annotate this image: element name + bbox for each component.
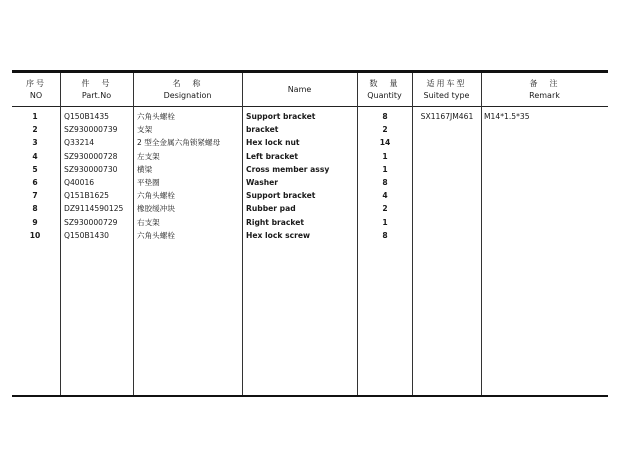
cell-designation: 左支架 (137, 151, 160, 161)
header-no-en: NO (29, 91, 43, 100)
table-row (12, 163, 608, 176)
header-remark (481, 76, 608, 104)
cell-no: 7 (32, 191, 38, 201)
cell-quantity: 1 (382, 151, 388, 161)
cell-part-no: Q150B1435 (64, 112, 110, 121)
table-row (12, 150, 608, 163)
cell-quantity: 8 (382, 112, 388, 121)
header-designation-zh: 名 称 (172, 79, 203, 88)
header-quantity-en: Quantity (367, 91, 402, 100)
header-rule (12, 106, 608, 107)
cell-designation: 六角头螺栓 (137, 230, 175, 240)
header-name (242, 76, 357, 104)
cell-name: bracket (246, 125, 279, 135)
cell-no: 5 (32, 164, 38, 174)
cell-quantity: 1 (382, 217, 388, 227)
cell-designation: 橡胶缓冲块 (137, 204, 175, 214)
header-remark-zh: 备 注 (529, 79, 560, 88)
cell-part-no: SZ930000739 (64, 125, 118, 135)
cell-designation: 六角头螺栓 (137, 191, 175, 201)
table-row (12, 176, 608, 189)
cell-designation: 支架 (137, 125, 153, 135)
cell-no: 1 (32, 112, 38, 121)
cell-quantity: 8 (382, 177, 388, 187)
cell-name: Hex lock screw (246, 230, 310, 240)
cell-part-no: DZ9114590125 (64, 204, 124, 214)
cell-no: 3 (32, 138, 38, 148)
cell-no: 9 (32, 217, 38, 227)
cell-name: Left bracket (246, 151, 298, 161)
cell-suited-type: SX1167JM461 (420, 112, 474, 121)
cell-remark: M14*1.5*35 (484, 112, 530, 121)
header-suited-type-zh: 适用车型 (426, 79, 467, 88)
top-rule (12, 70, 608, 73)
header-designation (133, 76, 242, 104)
cell-no: 2 (32, 125, 38, 135)
header-part-no (60, 76, 133, 104)
cell-no: 6 (32, 177, 38, 187)
cell-no: 4 (32, 151, 38, 161)
header-part-no-zh: 件 号 (81, 79, 112, 88)
cell-name: Right bracket (246, 217, 304, 227)
header-designation-en: Designation (163, 91, 212, 100)
cell-name: Washer (246, 177, 279, 187)
cell-part-no: Q40016 (64, 177, 95, 187)
cell-name: Rubber pad (246, 204, 296, 214)
cell-designation: 六角头螺栓 (137, 112, 175, 121)
header-suited-type-en: Suited type (423, 91, 470, 100)
cell-part-no: SZ930000729 (64, 217, 118, 227)
table-row (12, 189, 608, 202)
cell-designation: 2 型全金属六角锁紧螺母 (137, 138, 221, 148)
cell-name: Cross member assy (246, 164, 330, 174)
header-quantity (357, 76, 412, 104)
header-no (12, 76, 60, 104)
cell-part-no: Q150B1430 (64, 230, 110, 240)
cell-name: Hex lock nut (246, 138, 300, 148)
header-name-en: Name (287, 85, 312, 94)
table-row (12, 229, 608, 242)
header-no-zh: 序号 (26, 79, 46, 88)
header-part-no-en: Part.No (81, 91, 112, 100)
header-suited-type (412, 76, 481, 104)
cell-designation: 右支架 (137, 217, 160, 227)
table-row (12, 136, 608, 149)
cell-no: 10 (29, 230, 41, 240)
cell-part-no: Q151B1625 (64, 191, 110, 201)
cell-part-no: SZ930000728 (64, 151, 118, 161)
header-remark-en: Remark (529, 91, 560, 100)
cell-name: Support bracket (246, 112, 316, 121)
table-row (12, 216, 608, 229)
cell-quantity: 1 (382, 164, 388, 174)
parts-list-table (12, 70, 608, 399)
table-row (12, 110, 608, 123)
cell-quantity: 2 (382, 204, 388, 214)
cell-quantity: 14 (379, 138, 391, 148)
cell-designation: 平垫圈 (137, 177, 160, 187)
cell-part-no: SZ930000730 (64, 164, 118, 174)
table-row (12, 202, 608, 215)
cell-no: 8 (32, 204, 38, 214)
cell-quantity: 2 (382, 125, 388, 135)
table-body (12, 110, 608, 242)
cell-designation: 横梁 (137, 164, 153, 174)
bottom-rule (12, 395, 608, 397)
cell-quantity: 8 (382, 230, 388, 240)
cell-name: Support bracket (246, 191, 316, 201)
table-row (12, 123, 608, 136)
cell-quantity: 4 (382, 191, 388, 201)
cell-part-no: Q33214 (64, 138, 95, 148)
header-quantity-zh: 数 量 (369, 79, 400, 88)
